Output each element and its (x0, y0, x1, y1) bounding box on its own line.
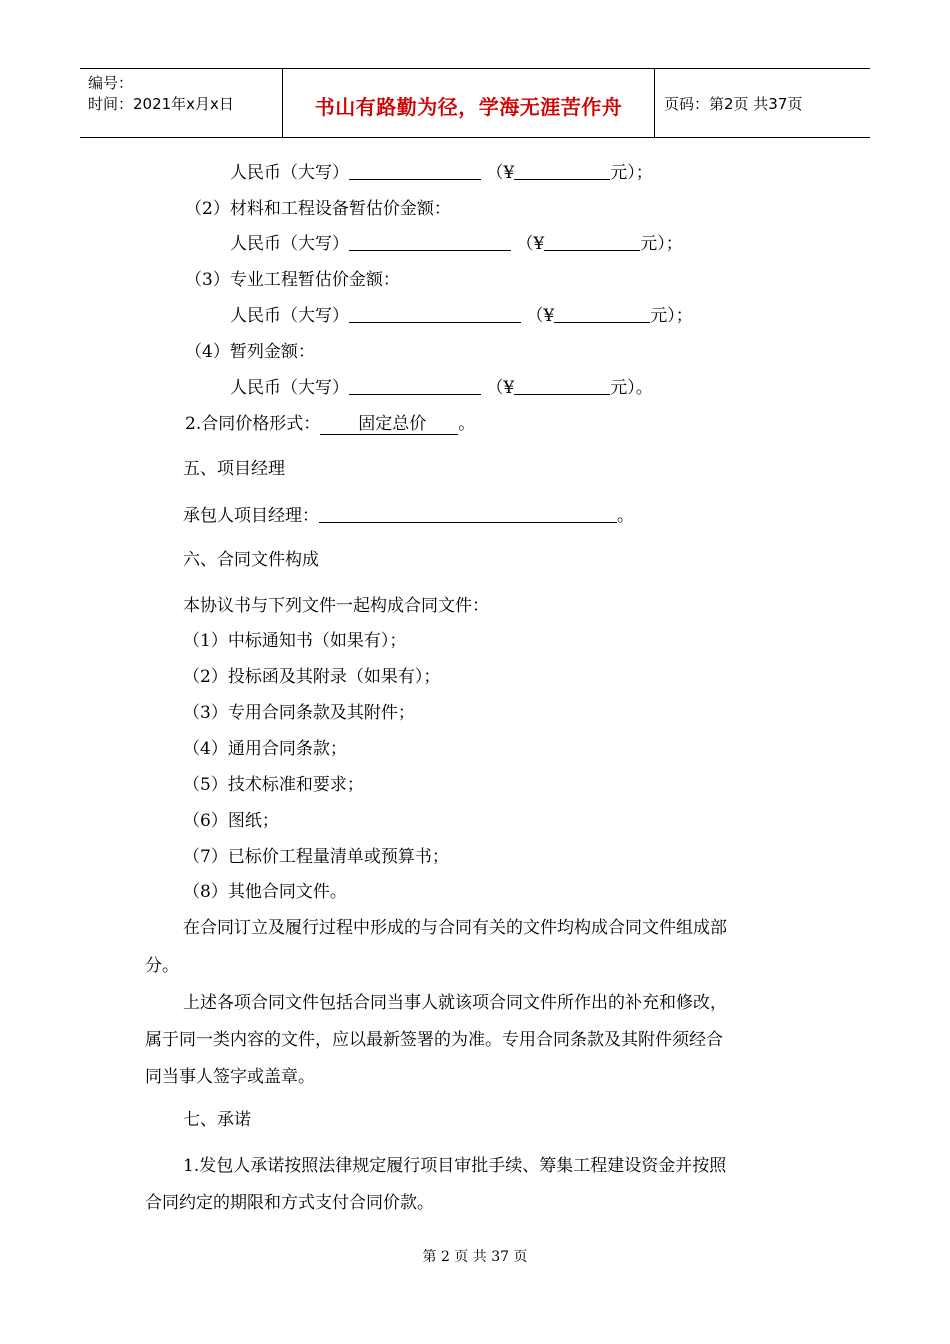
item-special-engineering: （3）专业工程暂估价金额： (185, 270, 400, 290)
paragraph-line: 上述各项合同文件包括合同当事人就该项合同文件所作出的补充和修改， (183, 993, 727, 1013)
list-item: （3）专用合同条款及其附件； (183, 703, 415, 723)
pm-blank (319, 505, 617, 523)
yen-blank (514, 377, 610, 395)
list-item: （2）投标函及其附录（如果有）； (183, 667, 441, 687)
contract-price-form (185, 413, 475, 435)
yen-blank (514, 162, 610, 180)
yen-label: （¥ (516, 234, 545, 254)
item-provisional-sum: （4）暂列金额： (185, 342, 315, 362)
yuan-label: 元）。 (610, 378, 653, 398)
list-item: （1）中标通知书（如果有）； (183, 631, 407, 651)
rmb-label: 人民币（大写） (230, 234, 349, 254)
section-heading: 五、项目经理 (183, 459, 285, 479)
doc-intro: 本协议书与下列文件一起构成合同文件： (183, 596, 489, 616)
period: 。 (617, 506, 634, 526)
list-item: （7）已标价工程量清单或预算书； (183, 847, 449, 867)
period: 。 (458, 414, 476, 434)
yen-label: （¥ (486, 163, 515, 183)
header-number-label: 编号： (88, 74, 134, 92)
section-heading: 六、合同文件构成 (183, 550, 319, 570)
rmb-label: 人民币（大写） (230, 163, 349, 183)
yen-blank (544, 233, 640, 251)
list-item: （8）其他合同文件。 (183, 882, 347, 902)
price-form-label: 2.合同价格形式： (185, 414, 321, 434)
header-time-label: 时间：2021年x月x日 (88, 95, 234, 113)
amount-blank (349, 305, 521, 323)
paragraph-line: 分。 (145, 956, 179, 976)
amount-blank (349, 377, 481, 395)
pm-label: 承包人项目经理： (183, 506, 319, 526)
amount-blank (349, 233, 511, 251)
rmb-line-2 (230, 233, 683, 255)
paragraph-line: 合同约定的期限和方式支付合同价款。 (145, 1193, 434, 1213)
paragraph-line: 1.发包人承诺按照法律规定履行项目审批手续、筹集工程建设资金并按照 (183, 1156, 727, 1176)
rmb-line-1 (230, 162, 653, 184)
list-item: （6）图纸； (183, 811, 279, 831)
paragraph-line: 属于同一类内容的文件，应以最新签署的为准。专用合同条款及其附件须经合 (145, 1030, 723, 1050)
price-form-value: 固定总价 (320, 414, 458, 435)
yen-label: （¥ (486, 378, 515, 398)
paragraph-line: 同当事人签字或盖章。 (145, 1067, 315, 1087)
rmb-line-4 (230, 377, 653, 399)
rmb-label: 人民币（大写） (230, 306, 349, 326)
yuan-label: 元）； (610, 163, 653, 183)
list-item: （4）通用合同条款； (183, 739, 347, 759)
list-item: （5）技术标准和要求； (183, 775, 364, 795)
page-header (80, 68, 870, 138)
amount-blank (349, 162, 481, 180)
rmb-line-3 (230, 305, 693, 327)
project-manager-line (183, 505, 634, 527)
yen-label: （¥ (526, 306, 555, 326)
yuan-label: 元）； (650, 306, 693, 326)
section-heading: 七、承诺 (183, 1110, 251, 1130)
header-motto: 书山有路勤为径，学海无涯苦作舟 (314, 95, 623, 119)
page-footer: 第 2 页 共 37 页 (422, 1249, 528, 1265)
item-materials-estimate: （2）材料和工程设备暂估价金额： (185, 199, 451, 219)
header-left-cell (88, 73, 234, 115)
yuan-label: 元）； (640, 234, 683, 254)
rmb-label: 人民币（大写） (230, 378, 349, 398)
header-divider (654, 69, 655, 137)
header-page-info: 页码：第2页 共37页 (664, 95, 803, 113)
yen-blank (554, 305, 650, 323)
paragraph-line: 在合同订立及履行过程中形成的与合同有关的文件均构成合同文件组成部 (183, 918, 727, 938)
